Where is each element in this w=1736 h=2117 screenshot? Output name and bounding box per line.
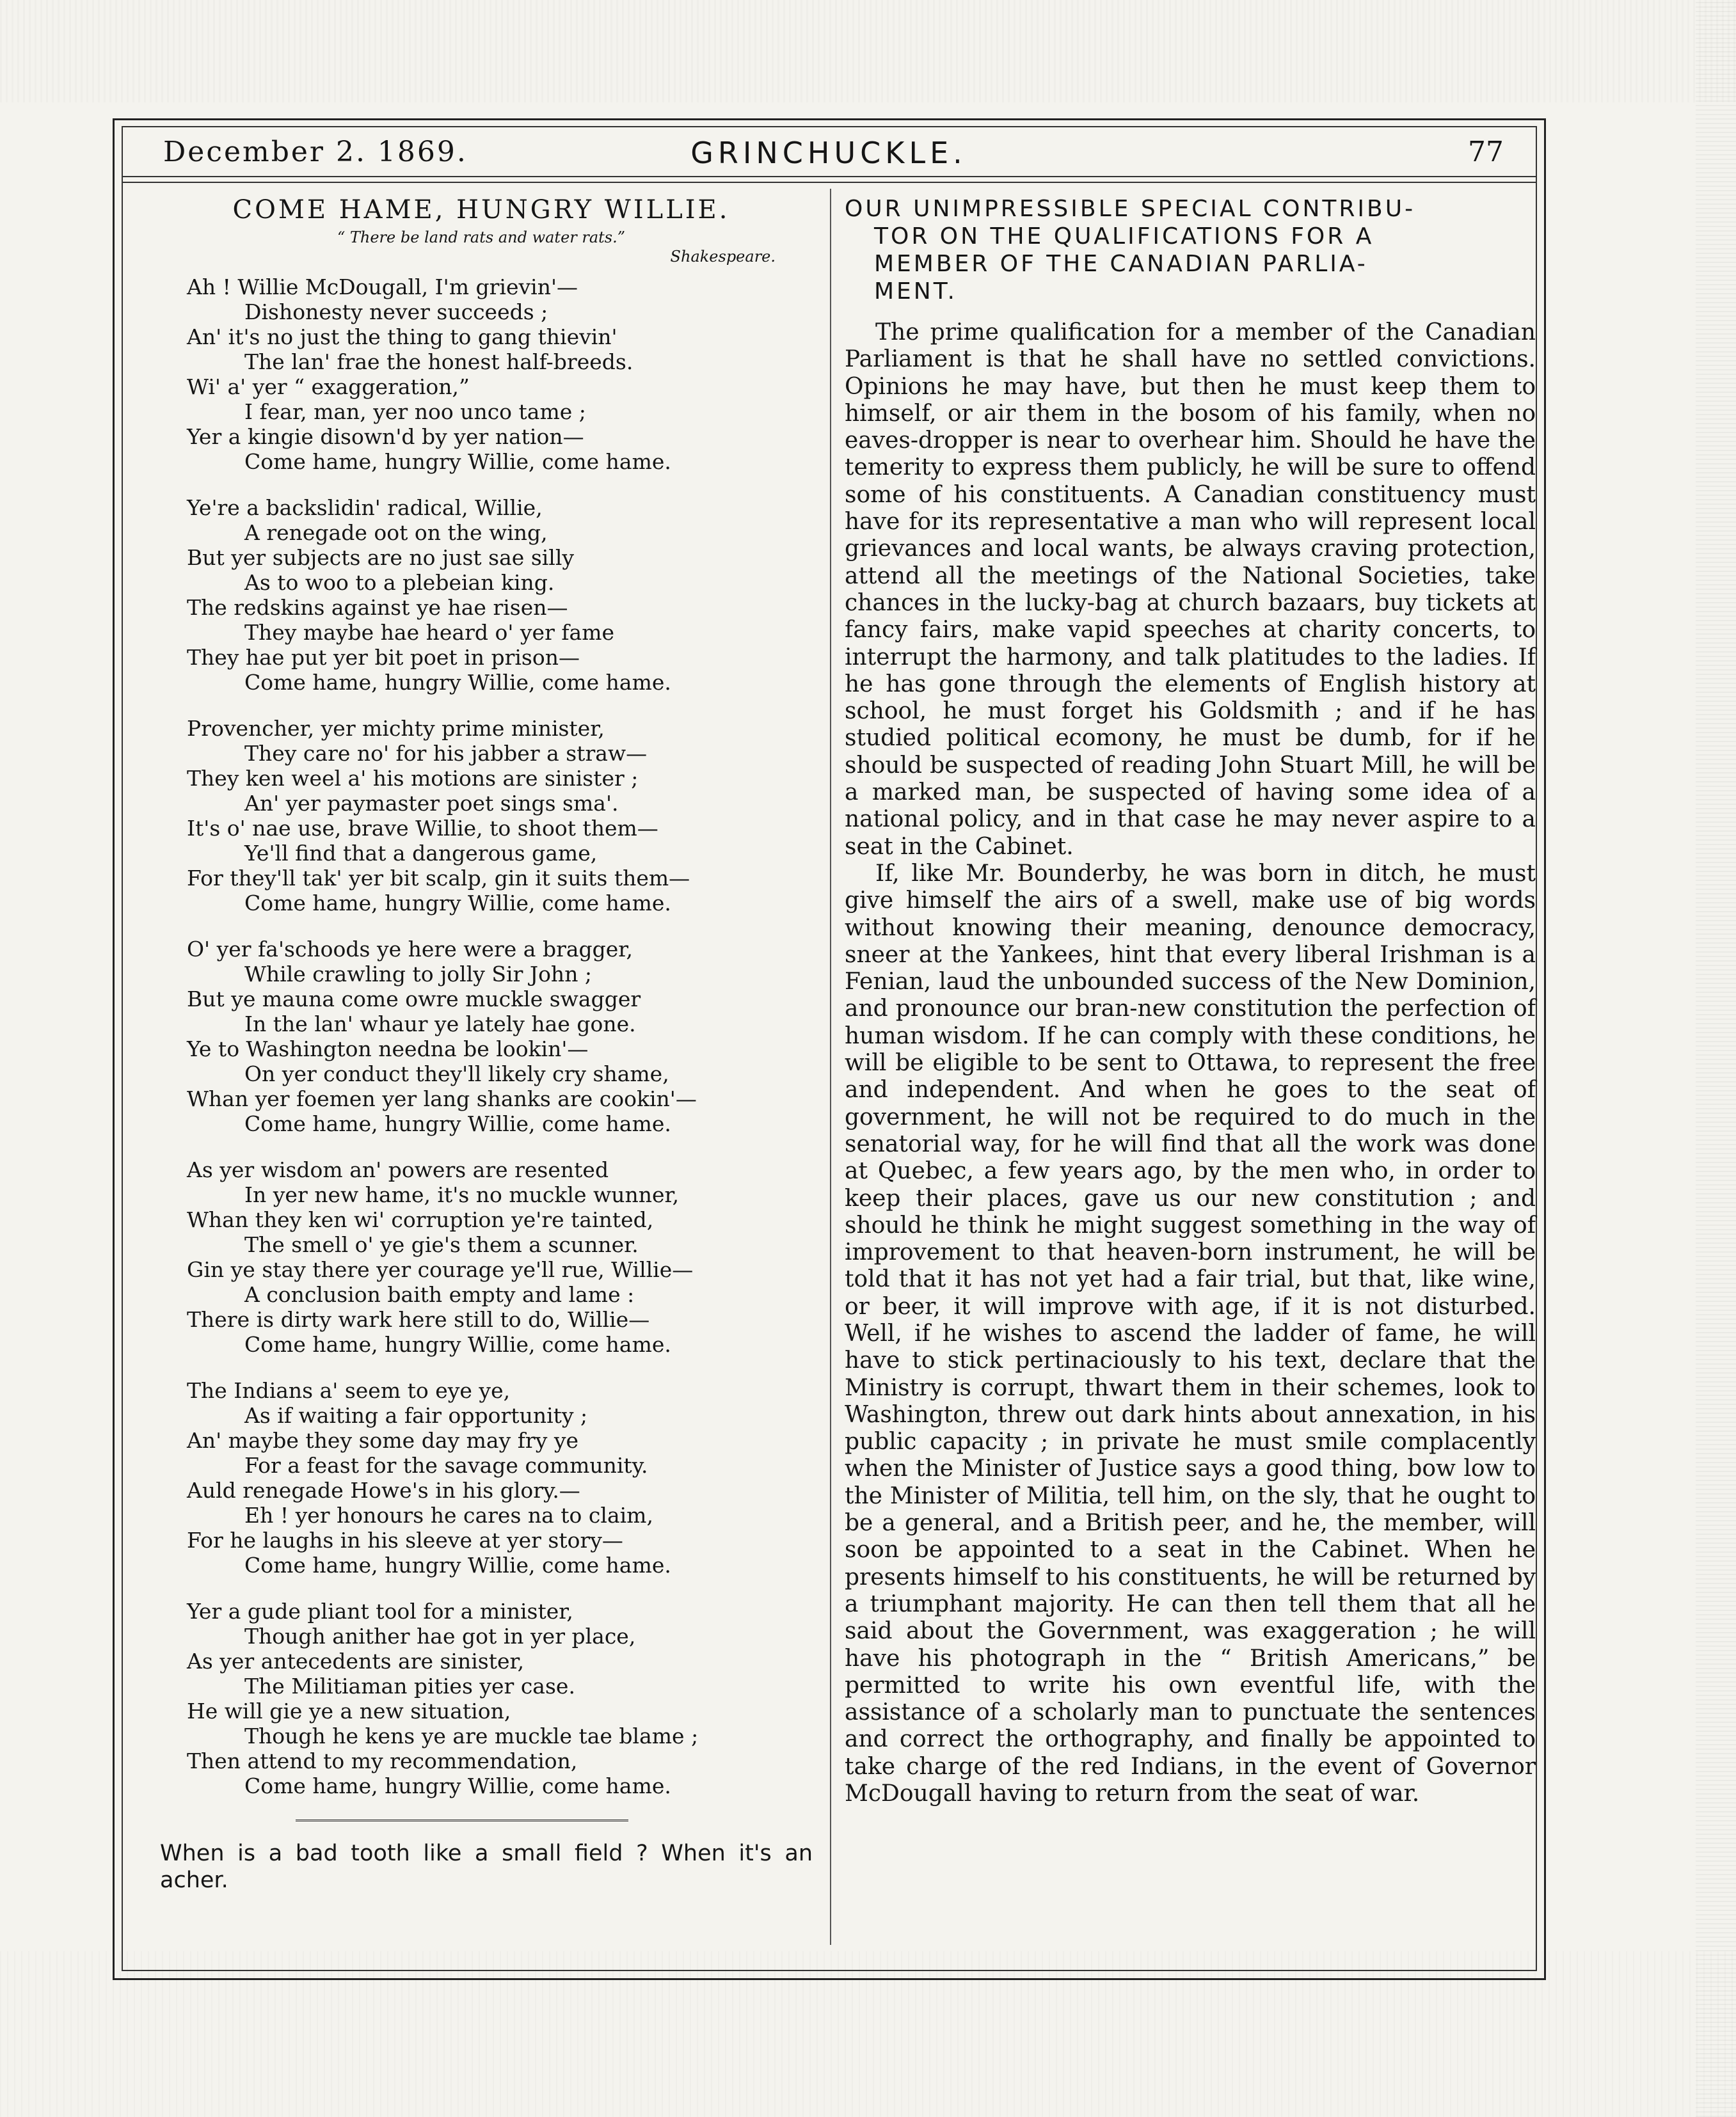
poem-line: I fear, man, yer noo unco tame ;: [244, 399, 586, 424]
poem-line: Gin ye stay there yer courage ye'll rue, Willie—: [187, 1257, 694, 1282]
poem-line: The lan' frae the honest half-breeds.: [244, 349, 633, 374]
poem-line: An' it's no just the thing to gang thievin': [187, 324, 617, 349]
poem-line: The smell o' ye gie's them a scunner.: [244, 1232, 639, 1257]
poem-line: Come hame, hungry Willie, come hame.: [244, 1773, 671, 1798]
issue-date: December 2. 1869.: [163, 136, 468, 168]
masthead: GRINCHUCKLE.: [690, 136, 967, 170]
poem-column: [148, 195, 814, 1894]
poem-line: Ye to Washington needna be lookin'—: [187, 1036, 589, 1061]
poem-line: An' yer paymaster poet sings sma'.: [244, 791, 619, 816]
poem-stanza: [148, 495, 814, 695]
poem-line: Ah ! Willie McDougall, I'm grievin'—: [187, 274, 578, 299]
page-header: [128, 136, 1529, 178]
poem-line: Come hame, hungry Willie, come hame.: [244, 670, 671, 695]
poem-line: Come hame, hungry Willie, come hame.: [244, 449, 671, 474]
poem-attribution: Shakespeare.: [670, 248, 776, 266]
poem-line: On yer conduct they'll likely cry shame,: [244, 1061, 669, 1086]
poem-line: Provencher, yer michty prime minister,: [187, 716, 605, 741]
scan-noise-top: [0, 0, 1736, 102]
poem-stanza: [148, 937, 814, 1136]
poem-line: Eh ! yer honours he cares na to claim,: [244, 1503, 653, 1528]
poem-line: Though anither hae got in yer place,: [244, 1624, 636, 1649]
poem-line: Ye're a backslidin' radical, Willie,: [187, 495, 543, 520]
poem-line: But ye mauna come owre muckle swagger: [187, 987, 641, 1011]
poem-line: An' maybe they some day may fry ye: [187, 1428, 579, 1453]
article-title-line: OUR UNIMPRESSIBLE SPECIAL CONTRIBU-: [845, 196, 1416, 222]
poem-line: Yer a kingie disown'd by yer nation—: [187, 424, 584, 449]
section-separator: [296, 1820, 628, 1823]
poem-line: They hae put yer bit poet in prison—: [187, 645, 580, 670]
poem-line: As if waiting a fair opportunity ;: [244, 1403, 588, 1428]
article-paragraph: The prime qualification for a member of the Canadian Parliament is that he shall have no settled convictions. Opinions he may have, but then he must keep them to himself, or air them in the bosom of his family, when no eaves-dropper is near to overhear him. Should he have the temerity to express them publicly, he will be sure to offend some of his constituents. A Canadian constituency must have for its representative a man who will represent local grievances and local wants, be always craving protection, attend all the meetings of the National Societies, take chances in the lucky-bag at church bazaars, buy tickets at fancy fairs, make vapid speeches at charity concerts, to interrupt the harmony, and talk platitudes to the ladies. If he has gone through the elements of English history at school, he must forget his Goldsmith ; and if he has studied political ecomony, he must be dumb, for if he should be suspected of reading John Stuart Mill, he will be a marked man, be suspected of having some idea of a national policy, and in that case he may never aspire to a seat in the Cabinet.: [845, 319, 1536, 860]
poem-line: As to woo to a plebeian king.: [244, 570, 555, 595]
poem-line: But yer subjects are no just sae silly: [187, 545, 575, 570]
poem-title: COME HAME, HUNGRY WILLIE.: [232, 195, 730, 225]
poem-stanza: [148, 1157, 814, 1357]
poem-line: Whan they ken wi' corruption ye're tainted,: [187, 1207, 654, 1232]
poem-line: Come hame, hungry Willie, come hame.: [244, 1553, 671, 1578]
article-title-line: MENT.: [874, 278, 957, 305]
poem-line: O' yer fa'schoods ye here were a bragger,: [187, 937, 633, 962]
poem-line: For a feast for the savage community.: [244, 1453, 648, 1478]
poem-line: Come hame, hungry Willie, come hame.: [244, 1332, 671, 1357]
scan-noise-right: [1696, 0, 1736, 2117]
article-title: [845, 195, 1536, 305]
poem-line: The Militiaman pities yer case.: [244, 1674, 575, 1699]
poem-epigraph: “ There be land rats and water rats.”: [337, 228, 626, 246]
poem-line: While crawling to jolly Sir John ;: [244, 962, 593, 987]
poem-line: For he laughs in his sleeve at yer story—: [187, 1528, 623, 1553]
poem-line: Whan yer foemen yer lang shanks are cookin'—: [187, 1086, 697, 1111]
poem-line: There is dirty wark here still to do, Willie—: [187, 1307, 650, 1332]
poem-line: The redskins against ye hae risen—: [187, 595, 568, 620]
page-number: 77: [1468, 136, 1504, 168]
poem-line: They care no' for his jabber a straw—: [244, 741, 648, 766]
poem-stanza: [148, 716, 814, 916]
poem-line: It's o' nae use, brave Willie, to shoot them—: [187, 816, 658, 841]
poem-stanza: [148, 274, 814, 474]
poem-line: Ye'll find that a dangerous game,: [244, 841, 598, 866]
poem-line: A renegade oot on the wing,: [244, 520, 548, 545]
poem-line: In yer new hame, it's no muckle wunner,: [244, 1182, 680, 1207]
article-title-line: TOR ON THE QUALIFICATIONS FOR A: [874, 223, 1374, 250]
poem-line: For they'll tak' yer bit scalp, gin it suits them—: [187, 866, 690, 891]
poem-line: The Indians a' seem to eye ye,: [187, 1378, 511, 1403]
riddle-text: When is a bad tooth like a small field ? When it's an acher.: [160, 1841, 813, 1893]
poem-line: Come hame, hungry Willie, come hame.: [244, 891, 671, 916]
poem-stanza: [148, 1378, 814, 1578]
poem-stanza: [148, 1599, 814, 1798]
poem-line: Yer a gude pliant tool for a minister,: [187, 1599, 573, 1624]
poem-line: Come hame, hungry Willie, come hame.: [244, 1111, 671, 1136]
header-rule: [122, 176, 1537, 177]
poem-line: As yer wisdom an' powers are resented: [187, 1157, 609, 1182]
poem-line: Though he kens ye are muckle tae blame ;: [244, 1724, 699, 1748]
poem-line: They maybe hae heard o' yer fame: [244, 620, 615, 645]
column-divider: [830, 189, 831, 1945]
poem-line: Wi' a' yer “ exaggeration,”: [187, 374, 470, 399]
poem-line: Auld renegade Howe's in his glory.—: [187, 1478, 580, 1503]
header-rule-double: [122, 182, 1537, 183]
poem-line: In the lan' whaur ye lately hae gone.: [244, 1011, 636, 1036]
poem-body: [148, 274, 814, 1798]
article-paragraph: If, like Mr. Bounderby, he was born in ditch, he must give himself the airs of a swell, make use of big words without knowing their meaning, denounce democracy, sneer at the Yankees, hint that every liberal Irishman is a Fenian, laud the unbounded success of the New Dominion, and pronounce our bran-new constitution the perfection of human wisdom. If he can comply with these conditions, he will be eligible to be sent to Ottawa, to represent the free and independent. And when he goes to the seat of government, he will not be required to do much in the senatorial way, for he will find that all the work was done at Quebec, a few years ago, by the men who, in order to keep their places, gave us our new constitution ; and should he think he might suggest something in the way of improvement to that heaven-born instrument, he will be told that it has not yet had a fair trial, but that, like wine, or beer, it will improve with age, if it is not disturbed. Well, if he wishes to ascend the ladder of fame, he will have to stick pertinaciously to his text, declare that the Ministry is corrupt, thwart them in their schemes, look to Washington, threw out dark hints about annexation, in his public capacity ; in private he must smile complacently when the Minister of Justice says a good thing, bow low to the Minister of Militia, tell him, on the sly, that he ought to be a general, and a British peer, and he, the member, will soon be appointed to a seat in the Cabinet. When he presents himself to his constituents, he will be returned by a triumphant majority. He can then tell them that all he said about the Government, was exaggeration ; he will have his photograph in the “ British Americans,” be permitted to write his own eventful life, with the assistance of a scholarly man to punctuate the sentences and correct the orthography, and finally be appointed to take charge of the red Indians, in the event of Governor McDougall having to return from the seat of war.: [845, 860, 1536, 1807]
poem-line: He will gie ye a new situation,: [187, 1699, 511, 1724]
poem-line: A conclusion baith empty and lame :: [244, 1282, 635, 1307]
poem-line: Then attend to my recommendation,: [187, 1748, 578, 1773]
article-title-line: MEMBER OF THE CANADIAN PARLIA-: [874, 251, 1368, 277]
article-column: [845, 195, 1536, 1807]
poem-line: As yer antecedents are sinister,: [187, 1649, 525, 1674]
poem-line: They ken weel a' his motions are sinister ;: [187, 766, 639, 791]
poem-line: Dishonesty never succeeds ;: [244, 299, 548, 324]
